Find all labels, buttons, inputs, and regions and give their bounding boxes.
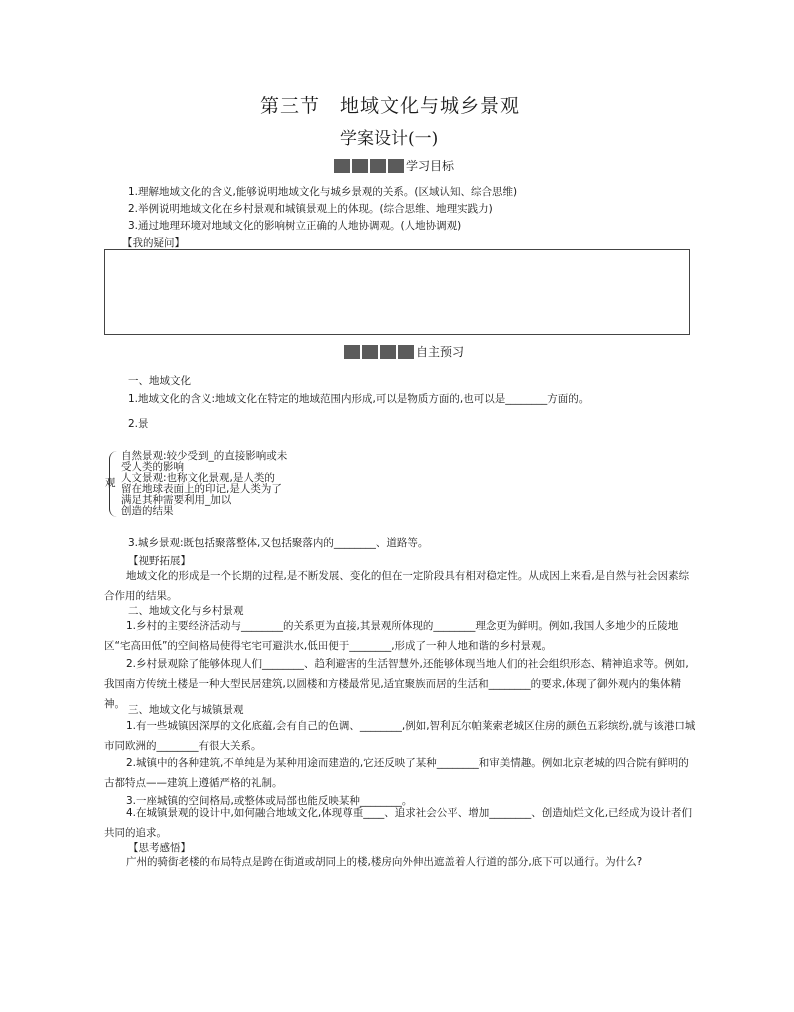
vision-text: 地域文化的形成是一个长期的过程,是不断发展、变化的但在一定阶段具有相对稳定性。从成因上来看,是自然与社会因素综合作用的结果。 <box>104 570 690 602</box>
question-answer-box[interactable] <box>104 249 690 335</box>
page-subtitle: 学案设计(一) <box>340 129 439 149</box>
brace-line: 受人类的影响 <box>121 461 184 473</box>
paragraph: 1.地域文化的含义:地域文化在特定的地域范围内形成,可以是物质方面的,也可以是________方面的。 <box>128 393 590 405</box>
brace-side-label: 观 <box>105 477 116 489</box>
paragraph: 3.城乡景观:既包括聚落整体,又包括聚落内的________、道路等。 <box>128 537 429 549</box>
brace-line: 满足其种需要利用_加以 <box>121 494 232 506</box>
paragraph: 4.在城镇景观的设计中,如何融合地域文化,体现尊重____、追求社会公平、增加________、创造灿烂文化,已经成为设计者们共同的追求。 <box>104 807 693 839</box>
section-heading-preview <box>344 343 464 360</box>
reflection-label: 【思考感悟】 <box>128 842 191 854</box>
brace-line: 留在地球表面上的印记,是人类为了 <box>121 483 282 495</box>
part-heading: 二、地域文化与乡村景观 <box>128 605 244 617</box>
page-title: 第三节 地域文化与城乡景观 <box>260 95 521 117</box>
paragraph: 2.城镇中的各种建筑,不单纯是为某种用途而建造的,它还反映了某种________和审美情趣。例如北京老城的四合院有鲜明的古都特点——建筑上遵循严格的礼制。 <box>104 757 689 789</box>
section-label: 自主预习 <box>416 345 465 359</box>
paragraph: 3.一座城镇的空间格局,或整体或局部也能反映某种________。 <box>126 795 413 807</box>
brace-icon <box>109 451 118 517</box>
section-heading-goals <box>334 157 454 174</box>
question-label: 【我的疑问】 <box>122 237 185 249</box>
brace-line: 创造的结果 <box>121 505 174 517</box>
paragraph: 1.乡村的主要经济活动与________的关系更为直接,其景观所体现的________理念更为鲜明。例如,我国人多地少的丘陵地区“宅高田低”的空间格局使得宅宅可避洪水,低田便于________,形成了一种人地和谐的乡村景观。 <box>104 620 679 652</box>
paragraph: 2.乡村景观除了能够体现人们________、趋利避害的生活智慧外,还能够体现当地人们的社会组织形态、精神追求等。例如,我国南方传统土楼是一种大型民居建筑,以圆楼和方楼最常见,适宜聚族而居的生活和________的要求,体现了御外观内的集体精神。 <box>104 658 689 710</box>
part-heading: 三、地域文化与城镇景观 <box>128 704 244 716</box>
goal-item: 1.理解地域文化的含义,能够说明地域文化与城乡景观的关系。(区域认知、综合思维) <box>128 186 518 198</box>
brace-line: 自然景观:较少受到_的直接影响或未 <box>121 450 288 462</box>
section-label: 学习目标 <box>406 159 455 173</box>
reflection-text: 广州的骑街老楼的布局特点是跨在街道或胡同上的楼,楼房向外伸出遮盖着人行道的部分,底下可以通行。为什么? <box>126 856 643 868</box>
section-marker-icon <box>334 159 404 173</box>
vision-label: 【视野拓展】 <box>128 555 191 567</box>
goal-item: 3.通过地理环境对地域文化的影响树立正确的人地协调观。(人地协调观) <box>128 220 462 232</box>
paragraph: 1.有一些城镇因深厚的文化底蕴,会有自己的色调、________,例如,智利瓦尔帕莱索老城区住房的颜色五彩缤纷,就与该港口城市同欧洲的________有很大关系。 <box>104 720 696 752</box>
part-heading: 一、地域文化 <box>128 375 191 387</box>
brace-line: 人文景观:也称文化景观,是人类的 <box>121 472 275 484</box>
goal-item: 2.举例说明地域文化在乡村景观和城镇景观上的体现。(综合思维、地理实践力) <box>128 203 493 215</box>
section-marker-icon <box>344 345 414 359</box>
paragraph: 2.景 <box>128 418 149 430</box>
